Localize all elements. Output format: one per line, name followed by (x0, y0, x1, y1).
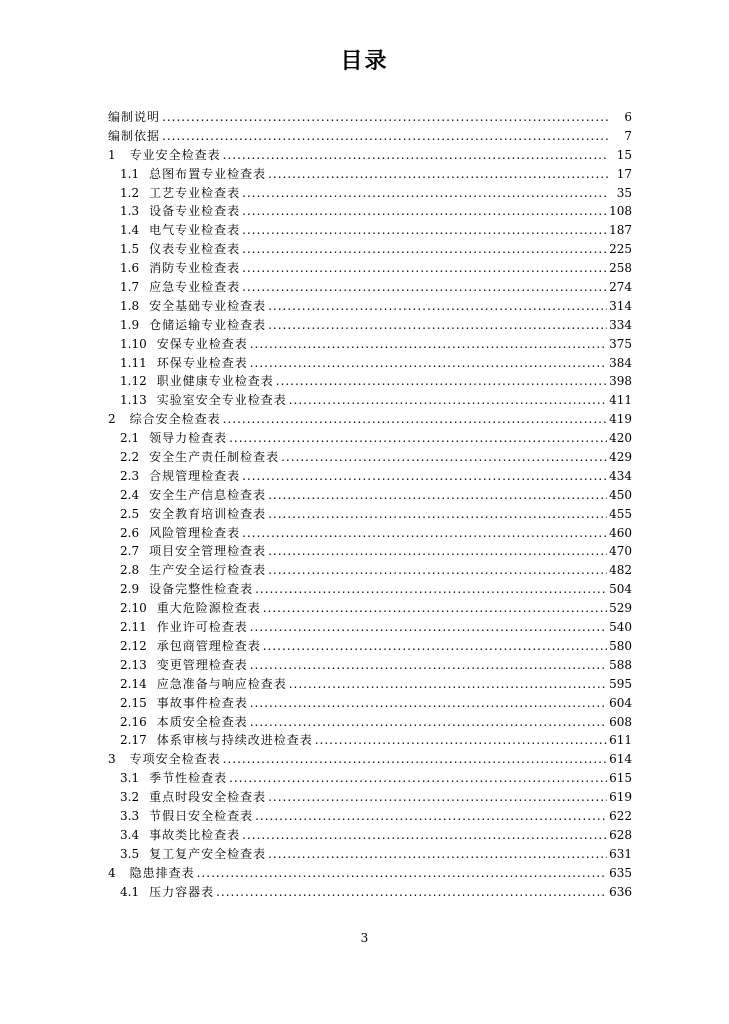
toc-entry[interactable] (108, 713, 632, 732)
toc-dot-leader (268, 561, 607, 580)
toc-dot-leader (250, 354, 607, 373)
toc-entry[interactable] (108, 297, 632, 316)
toc-entry[interactable] (108, 675, 632, 694)
toc-entry-page: 635 (609, 865, 632, 880)
toc-dot-leader (229, 429, 607, 448)
toc-entry-page: 6 (624, 110, 632, 124)
toc-entry-title: 领导力检查表 (149, 431, 228, 446)
toc-entry-number: 2.6 (120, 525, 140, 540)
toc-entry[interactable] (108, 599, 632, 618)
toc-entry-number: 1.9 (120, 317, 140, 332)
toc-dot-leader (229, 769, 607, 788)
toc-entry-number: 2.2 (120, 450, 140, 465)
toc-dot-leader (242, 278, 607, 297)
toc-entry-title: 电气专业检查表 (149, 223, 241, 238)
toc-entry-number: 2 (108, 412, 116, 427)
toc-entry-number: 1.3 (120, 204, 140, 219)
toc-entry[interactable] (108, 467, 632, 486)
toc-entry-number: 1.2 (120, 185, 140, 200)
toc-entry-page: 258 (609, 261, 632, 276)
toc-entry-number: 1.5 (120, 242, 140, 257)
toc-entry[interactable] (108, 259, 632, 278)
toc-entry[interactable] (108, 826, 632, 845)
toc-entry-number: 3 (108, 752, 116, 767)
toc-entry-page: 35 (616, 185, 632, 200)
toc-entry[interactable] (108, 864, 632, 883)
toc-dot-leader (250, 694, 607, 713)
toc-entry[interactable] (108, 561, 632, 580)
toc-entry-title: 专项安全检查表 (129, 752, 221, 767)
toc-entry[interactable] (108, 184, 632, 203)
toc-entry-page: 460 (609, 525, 632, 540)
toc-dot-leader (263, 599, 607, 618)
toc-dot-leader (250, 335, 607, 354)
toc-entry[interactable] (108, 769, 632, 788)
toc-entry-title: 隐患排查表 (129, 865, 195, 880)
toc-entry-title: 重大危险源检查表 (156, 601, 261, 616)
toc-entry-page: 334 (609, 317, 632, 332)
toc-entry-page: 225 (609, 242, 632, 257)
toc-dot-leader (242, 221, 607, 240)
toc-entry[interactable] (108, 694, 632, 713)
toc-entry-title: 重点时段安全检查表 (149, 790, 267, 805)
toc-dot-leader (268, 486, 607, 505)
toc-entry-title: 安全生产责任制检查表 (149, 450, 280, 465)
toc-entry-title: 专业安全检查表 (129, 147, 221, 162)
toc-entry-number: 2.14 (120, 676, 147, 691)
toc-entry-page: 434 (609, 468, 632, 483)
toc-entry[interactable] (108, 354, 632, 373)
toc-entry-page: 455 (609, 506, 632, 521)
toc-dot-leader (242, 524, 607, 543)
toc-entry-number: 1.13 (120, 393, 147, 408)
toc-entry-page: 580 (609, 638, 632, 653)
toc-entry[interactable] (108, 146, 632, 165)
page-number: 3 (360, 931, 369, 945)
toc-entry-page: 614 (609, 752, 632, 767)
toc-entry-title: 职业健康专业检查表 (156, 374, 274, 389)
toc-dot-leader (250, 713, 607, 732)
toc-entry-number: 1.4 (120, 223, 140, 238)
toc-entry-page: 631 (609, 846, 632, 861)
toc-entry[interactable] (108, 316, 632, 335)
toc-entry-page: 529 (609, 601, 632, 616)
toc-entry[interactable] (108, 807, 632, 826)
toc-entry-number: 1.6 (120, 261, 140, 276)
toc-entry[interactable] (108, 372, 632, 391)
toc-entry[interactable] (108, 656, 632, 675)
toc-entry-number: 2.15 (120, 695, 147, 710)
toc-entry-number: 2.17 (120, 733, 147, 748)
toc-entry-title: 编制说明 (108, 110, 161, 124)
toc-dot-leader (197, 864, 607, 883)
toc-entry-page: 636 (609, 884, 632, 899)
toc-entry[interactable] (108, 165, 632, 184)
toc-entry-page: 595 (609, 676, 632, 691)
toc-entry-title: 编制依据 (108, 128, 161, 143)
toc-dot-leader (255, 580, 607, 599)
toc-entry-number: 4.1 (120, 884, 140, 899)
toc-entry-number: 1.7 (120, 280, 140, 295)
toc-entry[interactable] (108, 108, 632, 127)
toc-dot-leader (276, 372, 607, 391)
toc-entry[interactable] (108, 637, 632, 656)
toc-entry-title: 事故类比检查表 (149, 827, 241, 842)
toc-entry-title: 承包商管理检查表 (156, 638, 261, 653)
toc-entry-title: 安保专业检查表 (156, 336, 248, 351)
toc-entry-number: 1 (108, 147, 116, 162)
toc-entry-page: 470 (609, 544, 632, 559)
toc-dot-leader (250, 656, 607, 675)
toc-entry[interactable] (108, 524, 632, 543)
toc-entry[interactable] (108, 391, 632, 410)
toc-entry-page: 314 (609, 298, 632, 313)
toc-entry[interactable] (108, 221, 632, 240)
toc-entry-title: 变更管理检查表 (156, 657, 248, 672)
toc-entry-page: 274 (609, 280, 632, 295)
toc-entry-title: 环保专业检查表 (156, 355, 248, 370)
toc-entry[interactable] (108, 240, 632, 259)
toc-entry-page: 429 (609, 450, 632, 465)
toc-entry-title: 仪表专业检查表 (149, 242, 241, 257)
toc-entry-title: 体系审核与持续改进检查表 (156, 733, 313, 748)
toc-entry-page: 15 (616, 147, 632, 162)
toc-entry[interactable] (108, 410, 632, 429)
toc-dot-leader (268, 297, 607, 316)
toc-entry-page: 398 (609, 374, 632, 389)
toc-entry-number: 2.12 (120, 638, 147, 653)
toc-entry[interactable] (108, 883, 632, 902)
toc-entry-number: 2.4 (120, 487, 140, 502)
toc-entry-page: 482 (609, 563, 632, 578)
toc-entry-page: 615 (609, 771, 632, 786)
toc-entry-number: 2.5 (120, 506, 140, 521)
toc-dot-leader (216, 883, 607, 902)
toc-entry-number: 1.8 (120, 298, 140, 313)
toc-entry-page: 411 (609, 393, 632, 408)
table-of-contents (108, 108, 632, 901)
toc-entry-page: 540 (609, 620, 632, 635)
toc-entry[interactable] (108, 750, 632, 769)
toc-entry-title: 安全基础专业检查表 (149, 298, 267, 313)
toc-dot-leader (242, 202, 607, 221)
toc-entry-title: 安全教育培训检查表 (149, 506, 267, 521)
toc-dot-leader (268, 316, 607, 335)
toc-entry-page: 628 (609, 827, 632, 842)
toc-entry[interactable] (108, 731, 632, 750)
toc-entry-title: 作业许可检查表 (156, 620, 248, 635)
toc-dot-leader (268, 542, 607, 561)
toc-entry-number: 2.3 (120, 468, 140, 483)
toc-entry-title: 设备完整性检查表 (149, 582, 254, 597)
toc-entry-title: 工艺专业检查表 (149, 185, 241, 200)
toc-entry-number: 2.10 (120, 601, 147, 616)
toc-entry-title: 应急专业检查表 (149, 280, 241, 295)
toc-dot-leader (242, 826, 607, 845)
toc-dot-leader (250, 618, 607, 637)
toc-entry-page: 619 (609, 790, 632, 805)
toc-dot-leader (242, 467, 607, 486)
toc-entry-title: 合规管理检查表 (149, 468, 241, 483)
toc-entry-page: 608 (609, 714, 632, 729)
toc-entry-page: 375 (609, 336, 632, 351)
toc-dot-leader (223, 146, 608, 165)
toc-entry[interactable] (108, 127, 632, 146)
toc-dot-leader (223, 750, 607, 769)
toc-entry-number: 3.2 (120, 790, 140, 805)
toc-entry-number: 3.4 (120, 827, 140, 842)
toc-entry-page: 588 (609, 657, 632, 672)
toc-entry-title: 本质安全检查表 (156, 714, 248, 729)
toc-entry-number: 3.1 (120, 771, 140, 786)
toc-entry-number: 2.7 (120, 544, 140, 559)
toc-entry[interactable] (108, 618, 632, 637)
toc-entry-title: 节假日安全检查表 (149, 808, 254, 823)
toc-entry-number: 2.1 (120, 431, 140, 446)
toc-dot-leader (268, 845, 607, 864)
toc-entry-page: 622 (609, 808, 632, 823)
toc-dot-leader (281, 448, 607, 467)
toc-dot-leader (268, 788, 607, 807)
toc-dot-leader (162, 108, 608, 127)
toc-entry-number: 3.3 (120, 808, 140, 823)
toc-entry[interactable] (108, 202, 632, 221)
toc-entry-title: 风险管理检查表 (149, 525, 241, 540)
toc-entry[interactable] (108, 335, 632, 354)
toc-dot-leader (268, 505, 607, 524)
toc-entry-title: 消防专业检查表 (149, 261, 241, 276)
toc-entry[interactable] (108, 429, 632, 448)
toc-dot-leader (255, 807, 607, 826)
toc-entry-title: 安全生产信息检查表 (149, 487, 267, 502)
toc-entry-title: 实验室安全专业检查表 (156, 393, 287, 408)
toc-dot-leader (242, 184, 608, 203)
toc-dot-leader (263, 637, 607, 656)
toc-entry-title: 总图布置专业检查表 (149, 166, 267, 181)
toc-dot-leader (268, 165, 608, 184)
toc-dot-leader (242, 240, 607, 259)
toc-entry[interactable] (108, 448, 632, 467)
toc-entry-title: 压力容器表 (149, 884, 215, 899)
toc-entry-page: 384 (609, 355, 632, 370)
toc-entry-number: 4 (108, 865, 116, 880)
toc-dot-leader (223, 410, 607, 429)
toc-entry-number: 1.10 (120, 336, 147, 351)
toc-entry-page: 450 (609, 487, 632, 502)
toc-entry[interactable] (108, 845, 632, 864)
toc-entry-number: 1.11 (120, 355, 147, 370)
toc-entry-page: 108 (609, 204, 632, 219)
toc-entry-title: 应急准备与响应检查表 (156, 676, 287, 691)
toc-entry-page: 419 (609, 412, 632, 427)
toc-entry[interactable] (108, 486, 632, 505)
toc-entry-number: 2.11 (120, 620, 147, 635)
toc-entry[interactable] (108, 505, 632, 524)
toc-entry-title: 季节性检查表 (149, 771, 228, 786)
toc-entry-title: 生产安全运行检查表 (149, 563, 267, 578)
toc-entry-page: 187 (609, 223, 632, 238)
toc-entry-page: 504 (609, 582, 632, 597)
toc-entry[interactable] (108, 542, 632, 561)
toc-dot-leader (242, 259, 607, 278)
toc-entry-number: 2.9 (120, 582, 140, 597)
toc-entry-page: 17 (616, 166, 632, 181)
toc-entry-title: 复工复产安全检查表 (149, 846, 267, 861)
toc-entry[interactable] (108, 580, 632, 599)
toc-entry[interactable] (108, 788, 632, 807)
toc-dot-leader (162, 127, 608, 146)
toc-dot-leader (289, 391, 607, 410)
toc-entry-title: 事故事件检查表 (156, 695, 248, 710)
toc-entry[interactable] (108, 278, 632, 297)
toc-entry-page: 604 (609, 695, 632, 710)
toc-entry-number: 2.16 (120, 714, 147, 729)
toc-entry-title: 设备专业检查表 (149, 204, 241, 219)
toc-dot-leader (315, 731, 607, 750)
toc-entry-number: 3.5 (120, 846, 140, 861)
toc-entry-number: 2.13 (120, 657, 147, 672)
toc-entry-title: 仓储运输专业检查表 (149, 317, 267, 332)
toc-entry-page: 7 (624, 128, 632, 143)
toc-entry-title: 综合安全检查表 (129, 412, 221, 427)
toc-entry-title: 项目安全管理检查表 (149, 544, 267, 559)
page-title: 目录 (340, 49, 389, 74)
toc-dot-leader (289, 675, 607, 694)
toc-entry-number: 1.12 (120, 374, 147, 389)
toc-entry-page: 611 (609, 733, 632, 748)
toc-entry-number: 1.1 (120, 166, 140, 181)
toc-entry-number: 2.8 (120, 563, 140, 578)
toc-entry-page: 420 (609, 431, 632, 446)
